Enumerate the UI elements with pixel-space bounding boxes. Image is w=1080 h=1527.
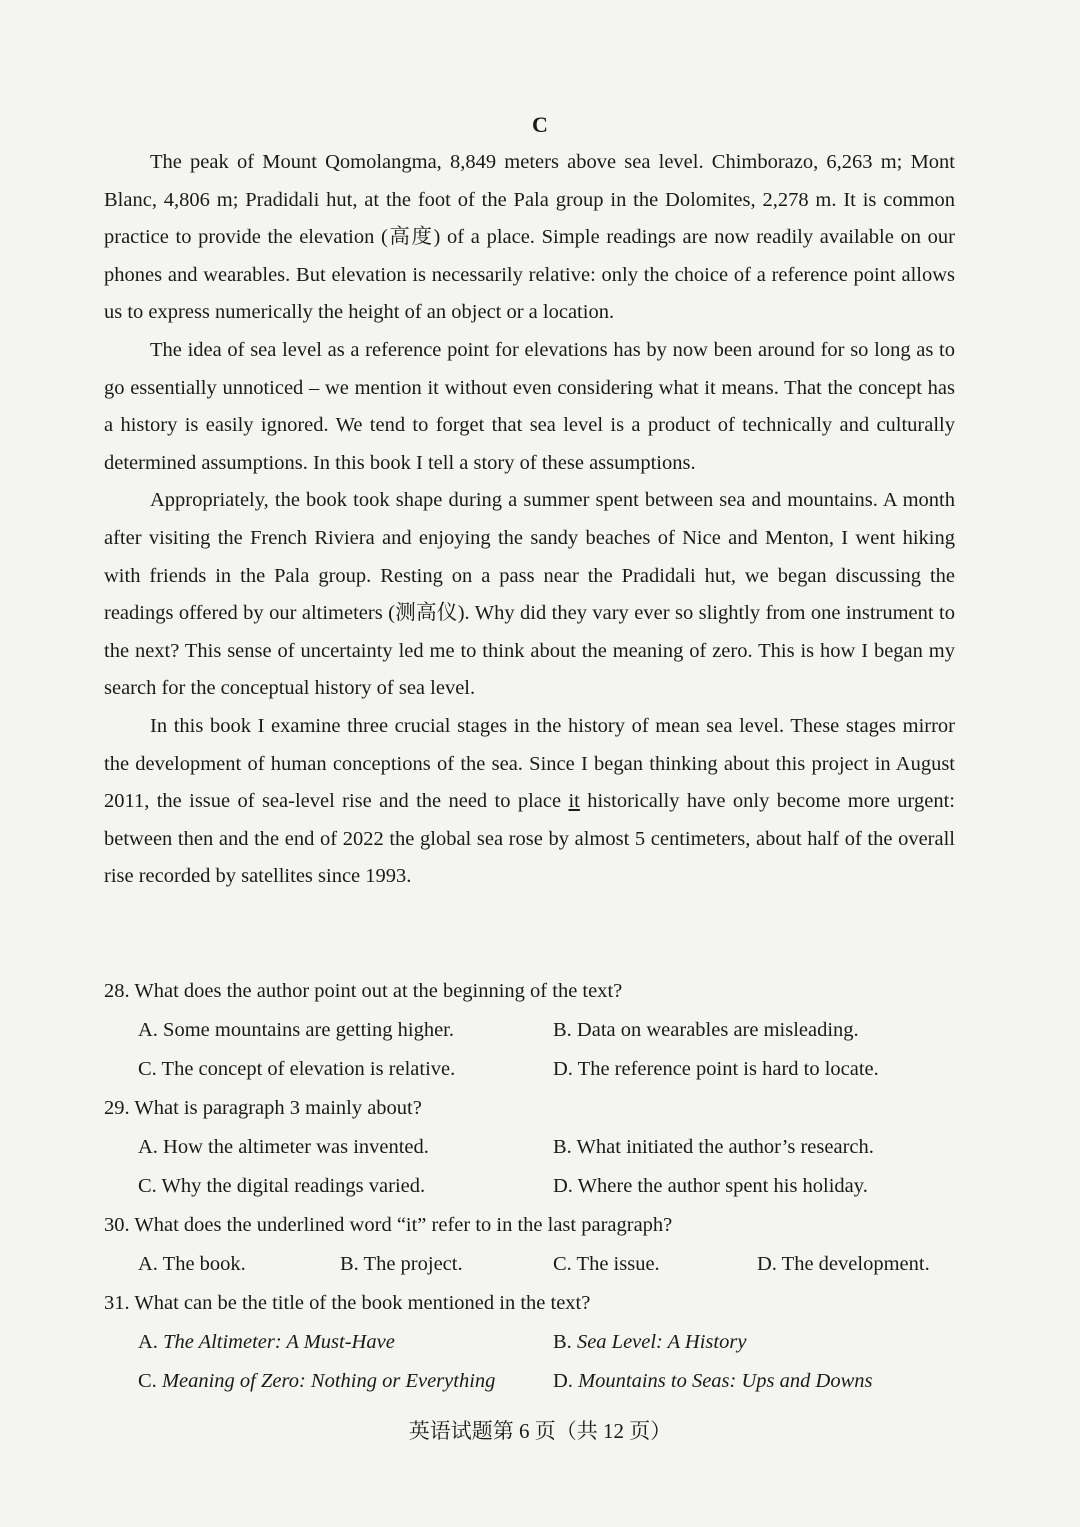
reading-passage [104,144,955,896]
question-31-option-c[interactable] [138,1362,495,1401]
question-30-option-a[interactable]: A. The book. [138,1253,246,1275]
question-31-options-row-1 [104,1323,964,1362]
paragraph-4 [104,708,955,896]
question-29-stem: 29. What is paragraph 3 mainly about? [104,1097,422,1119]
option-letter: A. [138,1331,164,1353]
option-title: Mountains to Seas: Ups and Downs [578,1370,873,1392]
paragraph-1: The peak of Mount Qomolangma, 8,849 meters above sea level. Chimborazo, 6,263 m; Mont Blanc, 4,806 m; Pradidali hut, at the foot of the Pala group in the Dolomites, 2,278 m. It is common practice to provide the elevation (高度) of a place. Simple readings are now readily available on our phones and wearables. But elevation is necessarily relative: only the choice of a reference point allows us to express numerically the height of an object or a location. [104,151,955,324]
option-title: The Altimeter: A Must-Have [163,1331,395,1353]
paragraph-2: The idea of sea level as a reference point for elevations has by now been around for so long as to go essentially unnoticed – we mention it without even considering what it means. That the concept has a history is easily ignored. We tend to forget that sea level is a product of technically and culturally determined assumptions. In this book I tell a story of these assumptions. [104,338,955,474]
question-28-stem: 28. What does the author point out at the beginning of the text? [104,980,623,1002]
paragraph-4-before: In this book I examine three crucial stages in the history of mean sea level. These stages mirror the development of human conceptions of the sea. Since I began thinking about this project in August 2011, the issue of sea-level rise and the need to place [104,714,955,813]
question-29-options-row-2 [104,1167,964,1206]
question-30-options-row [104,1245,964,1284]
option-title: Meaning of Zero: Nothing or Everything [161,1370,496,1392]
question-28-options-row-1 [104,1011,964,1050]
question-30-option-c[interactable]: C. The issue. [553,1253,660,1275]
question-29-options-row-1 [104,1128,964,1167]
question-31-option-a[interactable] [138,1323,395,1362]
option-letter: D. [553,1370,579,1392]
question-31-option-b[interactable] [553,1323,746,1362]
option-letter: C. [138,1370,162,1392]
question-30-option-d[interactable]: D. The development. [757,1253,930,1275]
paragraph-4-after: historically have only become more urgent: between then and the end of 2022 the global sea rose by almost 5 centimeters, about half of the overall rise recorded by satellites since 1993. [104,790,955,888]
question-31-option-d[interactable] [553,1362,872,1401]
question-30-stem: 30. What does the underlined word “it” refer to in the last paragraph? [104,1214,673,1236]
question-28-options-row-2 [104,1050,964,1089]
question-29-option-b[interactable]: B. What initiated the author’s research. [553,1136,874,1158]
question-31-options-row-2 [104,1362,964,1401]
question-29-option-a[interactable]: A. How the altimeter was invented. [138,1136,429,1158]
question-28-option-c[interactable]: C. The concept of elevation is relative. [138,1058,456,1080]
question-29-option-c[interactable]: C. Why the digital readings varied. [138,1175,426,1197]
section-letter: C [532,112,548,137]
question-30-option-b[interactable]: B. The project. [340,1253,463,1275]
question-31-stem: 31. What can be the title of the book mentioned in the text? [104,1292,591,1314]
option-title: Sea Level: A History [576,1331,747,1353]
paragraph-3: Appropriately, the book took shape during a summer spent between sea and mountains. A month after visiting the French Riviera and enjoying the sandy beaches of Nice and Menton, I went hiking with friends in the Pala group. Resting on a pass near the Pradidali hut, we began discussing the readings offered by our altimeters (测高仪). Why did they vary ever so slightly from one instrument to the next? This sense of uncertainty led me to think about the meaning of zero. This is how I began my search for the conceptual history of sea level. [104,489,955,700]
question-28-option-b[interactable]: B. Data on wearables are misleading. [553,1019,859,1041]
question-28-option-d[interactable]: D. The reference point is hard to locate. [553,1058,879,1080]
underlined-word: it [568,790,580,813]
question-29-option-d[interactable]: D. Where the author spent his holiday. [553,1175,868,1197]
question-list [104,972,964,1401]
question-28-option-a[interactable]: A. Some mountains are getting higher. [138,1019,454,1041]
page-footer: 英语试题第 6 页（共 12 页） [408,1419,672,1443]
option-letter: B. [553,1331,577,1353]
